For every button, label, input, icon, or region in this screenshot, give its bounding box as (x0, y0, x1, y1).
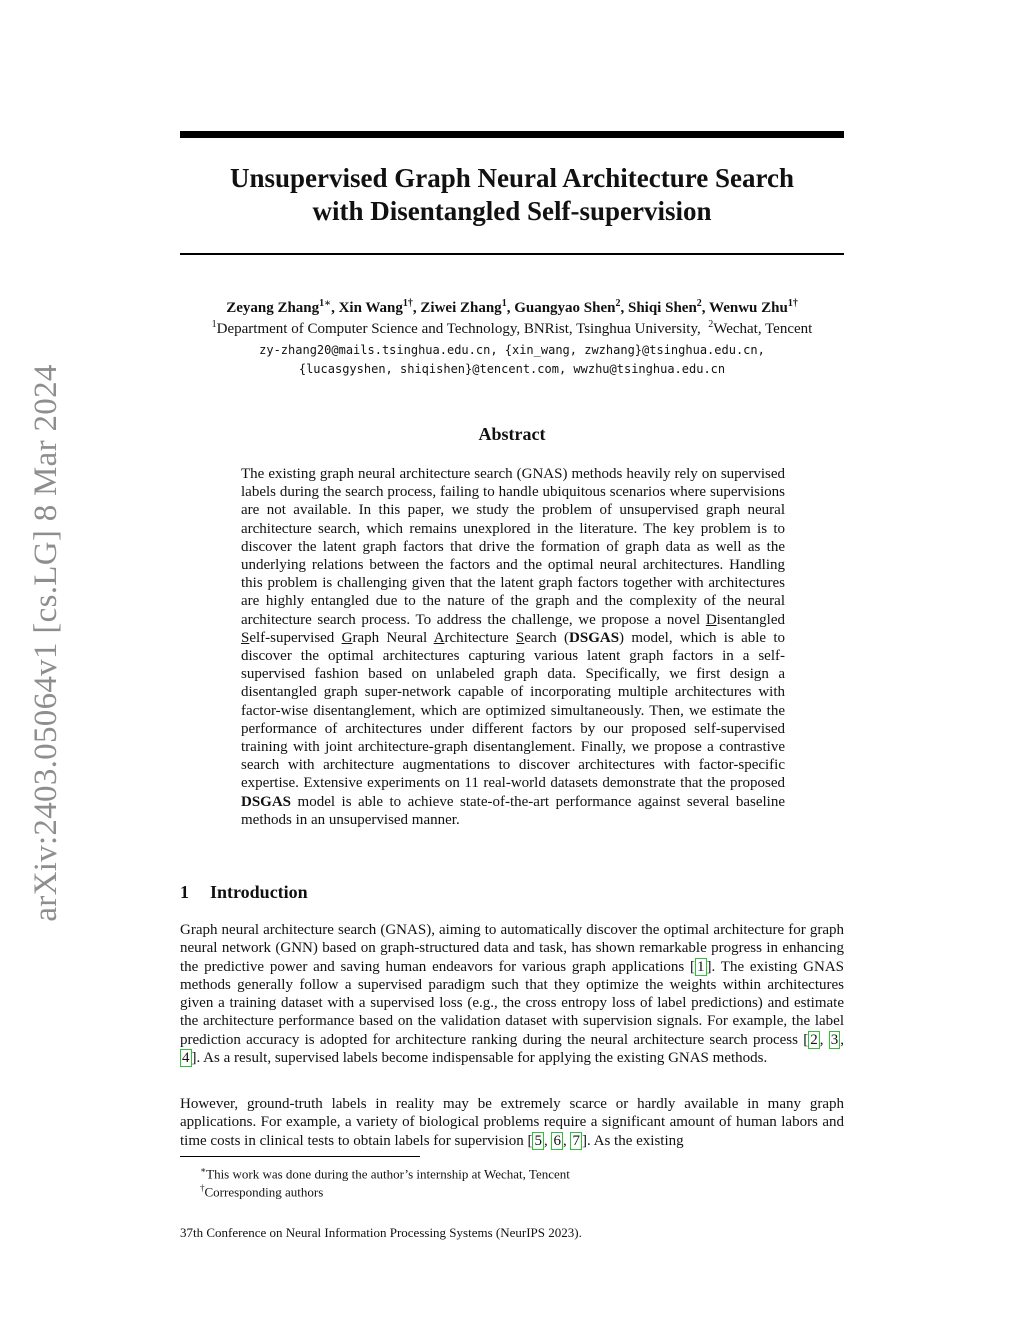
method-name-part: raph Neural (352, 629, 434, 646)
citation-link[interactable]: 5 (534, 1132, 542, 1149)
author-name: Ziwei Zhang (420, 300, 502, 316)
method-name-part: isentangled (716, 611, 785, 628)
body-text: However, ground-truth labels in reality may be extremely scarce or hardly available in many graph applications. For example, a variety of biological problems require a significant amount of human labors and time costs in clinical tests to obtain labels for supervision (180, 1096, 844, 1149)
body-text: . As a result, supervised labels become indispensable for applying the existing GNAS methods. (196, 1050, 768, 1067)
author-affil-mark: 1 (787, 298, 793, 309)
affiliations (150, 319, 874, 339)
conference-venue: 37th Conference on Neural Information Processing Systems (NeurIPS 2023). (180, 1225, 582, 1240)
citation-link[interactable]: 3 (830, 1031, 839, 1048)
author-name: Zeyang Zhang (226, 300, 320, 316)
footnote-mark: † (200, 1183, 205, 1193)
author-affil-mark: 1 (319, 298, 325, 309)
citation-link[interactable]: 1 (697, 958, 705, 975)
acronym-letter: D (705, 611, 717, 628)
paper-title (180, 162, 844, 228)
method-acronym: DSGAS (569, 629, 620, 646)
footnote-text: Corresponding authors (204, 1184, 324, 1200)
method-name-part: rchitecture (444, 629, 516, 646)
method-acronym: DSGAS (241, 793, 292, 810)
affiliation-1: Department of Computer Science and Technology, BNRist, Tsinghua University, (216, 321, 701, 337)
section-heading (180, 880, 308, 904)
method-name-part: elf-supervised (249, 629, 342, 646)
abstract-heading: Abstract (478, 424, 546, 444)
author-list: Zeyang Zhang$^{1∗}$, Xin Wang$^{1\dagger}$, Ziwei Zhang$^1$, Guangyao Shen$^2$, Shiqi Shen$^2$, Wenwu Zhu$^{1\dagger}$ (226, 298, 798, 316)
author-note-mark: † (407, 298, 413, 309)
title-line-1: Unsupervised Graph Neural Architecture Search (230, 163, 794, 193)
citation-link[interactable]: 4 (182, 1050, 190, 1067)
affil-mark: 2 (708, 319, 714, 330)
abstract-text: model is able to achieve state-of-the-art performance against several baseline methods in an unsupervised manner. (241, 793, 785, 828)
author-affil-mark: 1 (501, 298, 507, 309)
intro-paragraph-1: Graph neural architecture search (GNAS), aiming to automatically discover the optimal architecture for graph neural network (GNN) based on graph-structured data and task, has shown remarkable progress in enhancing the predictive power and saving human endeavors for various graph applications [ 1 ]. The existing GNAS methods generally follow a supervised paradigm such that they optimize the weights within architectures given a training dataset with a supervised loss (e.g., the cross entropy loss of label predictions) and estimate the architecture performance based on the validation dataset with supervision signals. For example, the label prediction accuracy is adopted for architecture ranking during the neural architecture search process [ 2 , 3 , 4 ]. As a result, supervised labels become indispensable for applying the existing GNAS methods. (180, 922, 845, 1067)
email-line-1: zy-zhang20@mails.tsinghua.edu.cn, {xin_wang, zwzhang}@tsinghua.edu.cn, (259, 343, 765, 357)
author-note-mark: ∗ (324, 298, 332, 309)
body-text: . The existing GNAS methods generally follow a supervised paradigm such that they optimize the weights within architectures given a training dataset with a supervised loss (e.g., the cross entropy loss of label predictions) and estimate the architecture performance based on the validation dataset with supervision signals. For example, the label prediction accuracy is adopted for architecture ranking during the neural architecture search process (180, 958, 845, 1048)
title-bottom-rule (180, 253, 844, 255)
citation-link[interactable]: 2 (810, 1031, 818, 1048)
author-emails (150, 341, 874, 379)
abstract-body: The existing graph neural architecture search (GNAS) methods heavily rely on supervised labels during the search process, failing to handle ubiquitous scenarios where supervisions are not available. In this paper, we study the problem of unsupervised graph neural architecture search, which remains unexplored in the literature. The key problem is to discover the latent graph factors that drive the formation of graph data as well as the underlying relations between the factors and the optimal neural architectures. Handling this problem is challenging given that the latent graph factors together with architectures are highly entangled due to the nature of the graph and the complexity of the neural architecture search process. To address the challenge, we propose a novel Disentangled Self-supervised Graph Neural Architecture Search (DSGAS) model, which is able to discover the optimal architectures capturing various latent graph factors in a self-supervised fashion based on unlabeled graph data. Specifically, we first design a disentangled graph super-network capable of incorporating multiple architectures with factor-wise disentanglement, which are optimized simultaneously. Then, we estimate the performance of architectures under different factors by our proposed self-supervised training with joint architecture-graph disentanglement. Finally, we propose a contrastive search with architecture augmentations to discover architectures with factor-specific expertise. Extensive experiments on 11 real-world datasets demonstrate that the proposed DSGAS model is able to achieve state-of-the-art performance against several baseline methods in an unsupervised manner. (241, 466, 786, 828)
arxiv-identifier: arXiv:2403.05064v1 [cs.LG] 8 Mar 2024 (28, 364, 64, 922)
section-number: 1 (180, 882, 189, 902)
footnote-2 (200, 1180, 323, 1200)
acronym-letter: A (433, 629, 445, 646)
intro-paragraph-2: However, ground-truth labels in reality may be extremely scarce or hardly available in many graph applications. For example, a variety of biological problems require a significant amount of human labors and time costs in clinical tests to obtain labels for supervision [ 5 , 6 , 7 ]. As the existing (180, 1096, 844, 1149)
email-line-2: {lucasgyshen, shiqishen}@tencent.com, wwzhu@tsinghua.edu.cn (298, 362, 726, 376)
abstract-text: The existing graph neural architecture search (GNAS) methods heavily rely on supervised labels during the search process, failing to handle ubiquitous scenarios where supervisions are not available. In this paper, we study the problem of unsupervised graph neural architecture search, which remains unexplored in the literature. The key problem is to discover the latent graph factors that drive the formation of graph data as well as the underlying relations between the factors and the optimal neural architectures. Handling this problem is challenging given that the latent graph factors together with architectures are highly entangled due to the nature of the graph and the complexity of the neural architecture search process. To address the challenge, we propose a novel (241, 466, 785, 628)
author-note-mark: † (792, 298, 798, 309)
footnote-mark: ∗ (200, 1165, 207, 1175)
acronym-letter: G (341, 629, 353, 646)
author-name: Xin Wang (338, 300, 403, 316)
footnote-rule (180, 1156, 420, 1157)
method-name-part: earch (524, 629, 557, 646)
body-text: Graph neural architecture search (GNAS), aiming to automatically discover the optimal architecture for graph neural network (GNN) based on graph-structured data and task, has shown remarkable progress in enhancing the predictive power and saving human endeavors for various graph applications (180, 922, 844, 975)
author-affil-mark: 2 (615, 298, 621, 309)
author-affil-mark: 1 (402, 298, 408, 309)
affiliation-2: Wechat, Tencent (713, 321, 813, 337)
title-line-2: with Disentangled Self-supervision (312, 196, 712, 226)
citation-link[interactable]: 7 (572, 1132, 580, 1149)
acronym-letter: S (515, 629, 525, 646)
body-text: . As the existing (586, 1132, 684, 1149)
author-name: Guangyao Shen (514, 300, 616, 316)
section-title: Introduction (210, 882, 308, 902)
acronym-letter: S (241, 629, 250, 646)
footnote-text: This work was done during the author’s internship at Wechat, Tencent (206, 1166, 570, 1182)
author-name: Shiqi Shen (627, 300, 697, 316)
author-name: Wenwu Zhu (709, 300, 788, 316)
abstract-text: model, which is able to discover the optimal architectures capturing various latent graph factors in a self-supervised fashion based on unlabeled graph data. Specifically, we first design a disentangled graph super-network capable of incorporating multiple architectures with factor-wise disentanglement, which are optimized simultaneously. Then, we estimate the performance of architectures under different factors by our proposed self-supervised training with joint architecture-graph disentanglement. Finally, we propose a contrastive search with architecture augmentations to discover architectures with factor-specific expertise. Extensive experiments on 11 real-world datasets demonstrate that the proposed (241, 629, 786, 792)
title-top-rule (180, 131, 844, 138)
citation-link[interactable]: 6 (553, 1132, 561, 1149)
author-affil-mark: 2 (696, 298, 702, 309)
affil-mark: 1 (211, 319, 217, 330)
